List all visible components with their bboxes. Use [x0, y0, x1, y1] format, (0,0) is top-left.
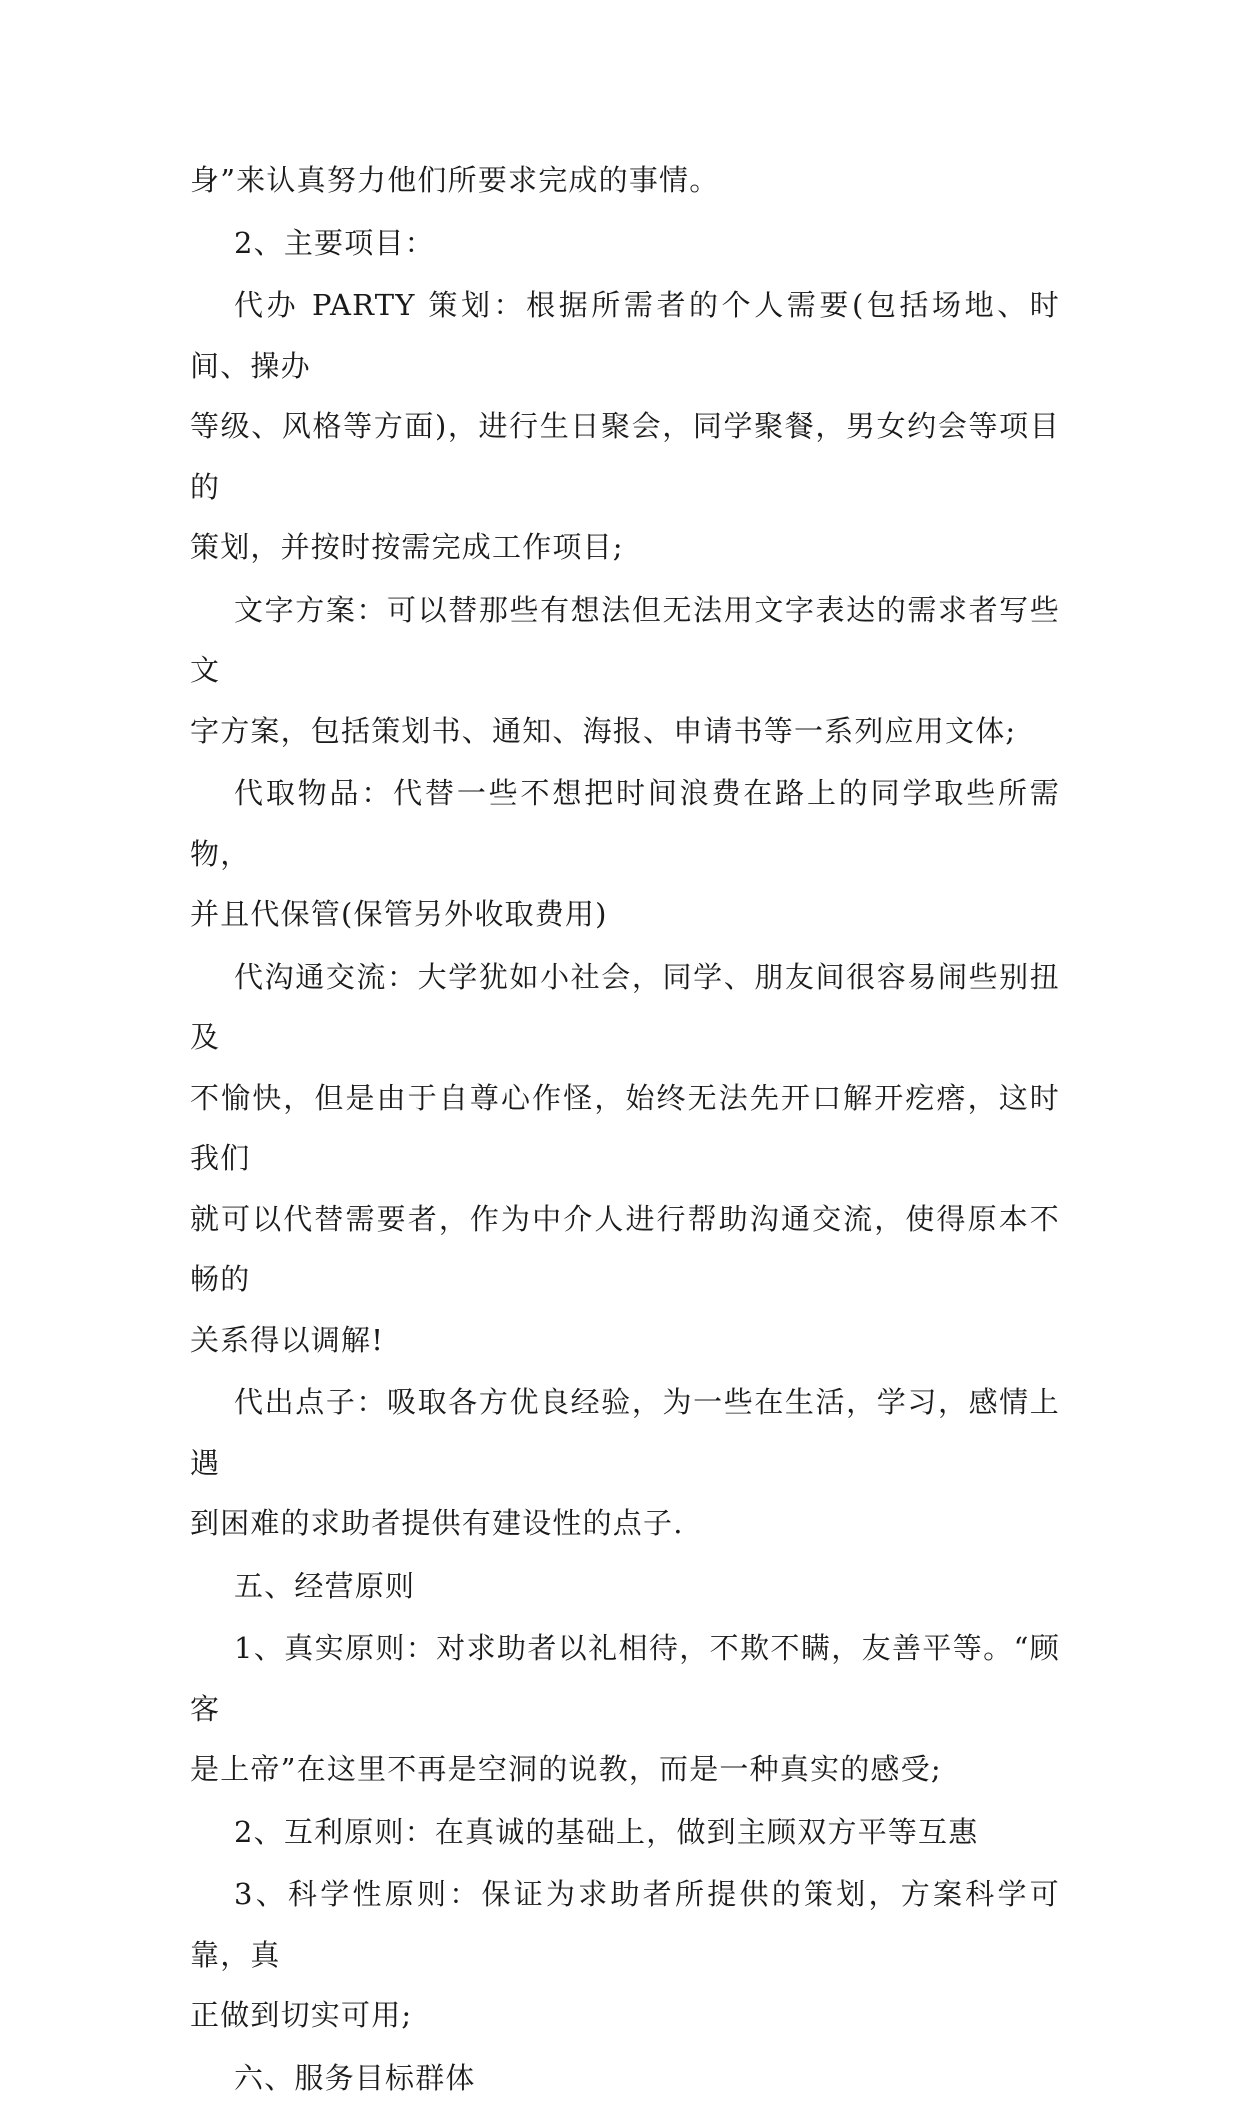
text-line: 等级、风格等方面)，进行生日聚会，同学聚餐，男女约会等项目的 — [190, 409, 1060, 504]
text-line: 代取物品：代替一些不想把时间浪费在路上的同学取些所需物， — [190, 776, 1060, 871]
text-line: 代沟通交流：大学犹如小社会，同学、朋友间很容易闹些别扭及 — [190, 959, 1060, 1054]
paragraph — [190, 1802, 1060, 1863]
text-line: 字方案，包括策划书、通知、海报、申请书等一系列应用文体; — [190, 713, 1017, 748]
paragraph — [190, 1618, 1060, 1800]
paragraph — [190, 1372, 1060, 1554]
paragraph — [190, 275, 1060, 578]
text-line: 2、互利原则：在真诚的基础上，做到主顾双方平等互惠 — [234, 1814, 979, 1849]
document-body — [190, 150, 1060, 2110]
paragraph — [190, 1864, 1060, 2046]
text-line: 就可以代替需要者，作为中介人进行帮助沟通交流，使得原本不畅的 — [190, 1201, 1060, 1296]
text-line: 正做到切实可用; — [190, 1998, 413, 2032]
section-heading — [190, 2048, 1060, 2109]
text-line: 关系得以调解! — [190, 1322, 385, 1357]
text-line: 1、真实原则：对求助者以礼相待，不欺不瞒，友善平等。“顾客 — [190, 1631, 1060, 1726]
text-line: 身”来认真努力他们所要求完成的事情。 — [190, 163, 720, 197]
text-line: 五、经营原则 — [234, 1568, 416, 1603]
text-line: 2、主要项目： — [234, 225, 435, 260]
text-line: 六、服务目标群体 — [234, 2060, 476, 2095]
paragraph — [190, 580, 1060, 762]
text-line: 代出点子：吸取各方优良经验，为一些在生活，学习，感情上遇 — [190, 1385, 1060, 1480]
text-line: 策划，并按时按需完成工作项目; — [190, 530, 624, 564]
text-line: 不愉快，但是由于自尊心作怪，始终无法先开口解开疙瘩，这时我们 — [190, 1080, 1060, 1175]
paragraph — [190, 150, 1060, 211]
text-line: 文字方案：可以替那些有想法但无法用文字表达的需求者写些文 — [190, 592, 1060, 687]
section-heading — [190, 213, 1060, 274]
text-line: 代办 PARTY 策划：根据所需者的个人需要(包括场地、时间、操办 — [190, 288, 1060, 383]
paragraph — [190, 763, 1060, 945]
text-line: 到困难的求助者提供有建设性的点子. — [190, 1506, 684, 1540]
text-line: 并且代保管(保管另外收取费用) — [190, 897, 608, 931]
paragraph — [190, 947, 1060, 1371]
text-line: 是上帝”在这里不再是空洞的说教，而是一种真实的感受; — [190, 1752, 942, 1786]
text-line: 3、科学性原则：保证为求助者所提供的策划，方案科学可靠，真 — [190, 1877, 1060, 1972]
section-heading — [190, 1556, 1060, 1617]
